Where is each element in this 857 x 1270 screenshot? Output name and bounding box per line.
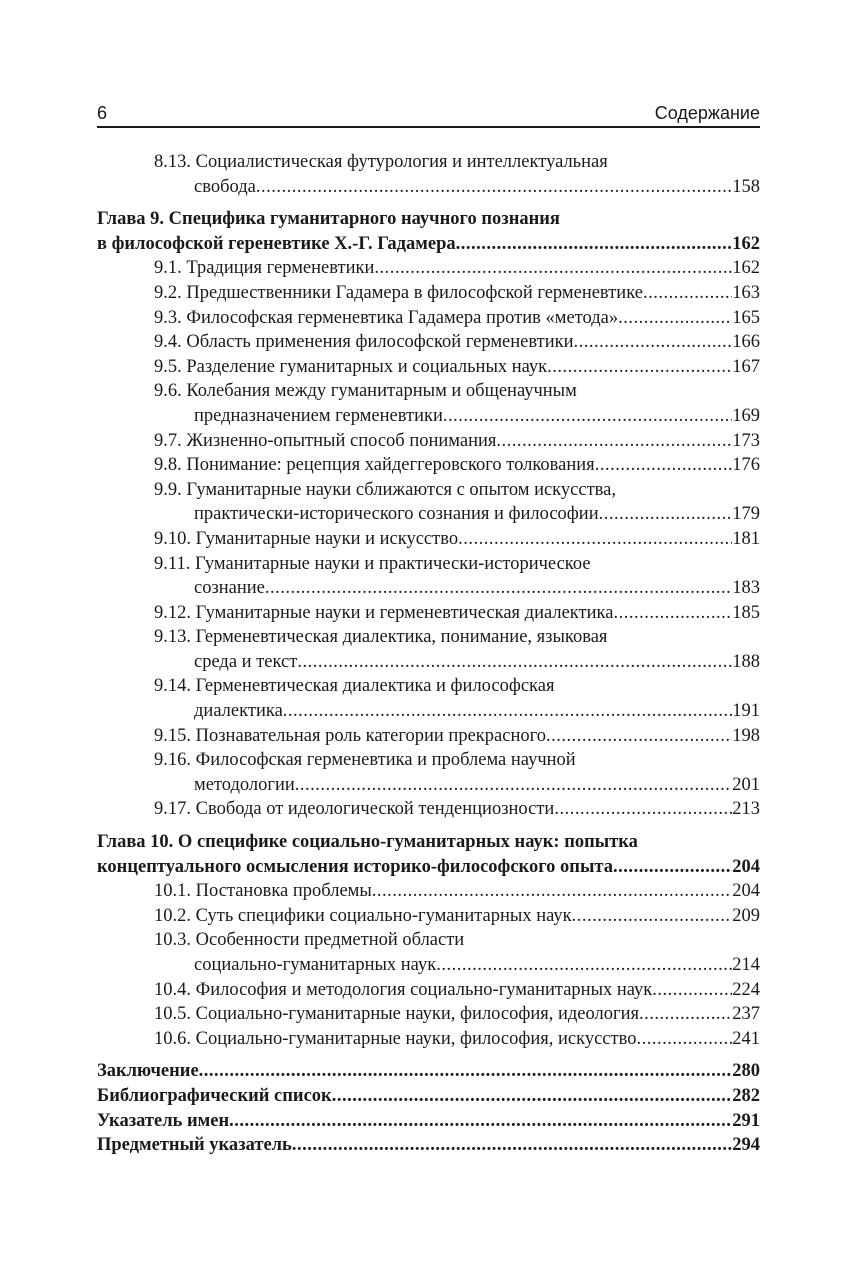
dot-leader bbox=[229, 1109, 732, 1134]
toc-page-number: 179 bbox=[732, 504, 760, 525]
dot-leader bbox=[436, 953, 732, 978]
toc-entry-9-6 bbox=[97, 379, 760, 428]
toc-entry-9-15 bbox=[97, 724, 760, 749]
toc-page-number: 191 bbox=[732, 701, 760, 722]
header-rule bbox=[97, 126, 760, 128]
toc-page-number: 291 bbox=[732, 1110, 760, 1131]
dot-leader bbox=[546, 724, 732, 749]
toc-entry-9-11 bbox=[97, 552, 760, 601]
toc-entry-bibliography bbox=[97, 1084, 760, 1109]
toc-entry-title: 9.8. Понимание: рецепция хайдеггеровского толкования bbox=[154, 455, 595, 476]
toc-page-number: 224 bbox=[732, 979, 760, 1000]
toc-chapter-title-continued: в философской гереневтике Х.-Г. Гадамера bbox=[97, 233, 456, 254]
toc-entry-title: Указатель имен bbox=[97, 1110, 230, 1131]
toc-page-number: 282 bbox=[732, 1085, 760, 1106]
toc-page-number: 173 bbox=[732, 430, 760, 451]
dot-leader bbox=[613, 855, 732, 880]
dot-leader bbox=[574, 330, 733, 355]
dot-leader bbox=[639, 1002, 732, 1027]
toc-entry-title: 9.16. Философская герменевтика и проблема научной bbox=[154, 750, 576, 771]
toc-entry-title: 10.6. Социально-гуманитарные науки, философия, искусство bbox=[154, 1028, 637, 1049]
toc-entry-9-13 bbox=[97, 625, 760, 674]
toc-entry-title-continued: практически-исторического сознания и философии bbox=[194, 504, 599, 525]
dot-leader bbox=[372, 879, 732, 904]
toc-back-matter bbox=[97, 1059, 760, 1157]
toc-entry-9-7 bbox=[97, 429, 760, 454]
toc-entry-leader-line bbox=[97, 855, 760, 880]
toc-entry-title-continued: диалектика bbox=[194, 701, 283, 722]
toc-page-number: 176 bbox=[732, 455, 760, 476]
toc-entry-leader-line bbox=[97, 699, 760, 724]
toc-page-number: 167 bbox=[732, 356, 760, 377]
toc-entry-leader-line bbox=[97, 404, 760, 429]
dot-leader bbox=[618, 306, 732, 331]
toc-page-number: 241 bbox=[732, 1028, 760, 1049]
toc-entry-title-continued: свобода bbox=[194, 176, 256, 197]
dot-leader bbox=[292, 1133, 732, 1158]
toc-chapter-title-continued: концептуального осмысления историко-философского опыта bbox=[97, 856, 613, 877]
toc-entry-title: 9.6. Колебания между гуманитарным и общенаучным bbox=[154, 381, 577, 402]
toc-entry-9-8 bbox=[97, 453, 760, 478]
toc-page-number: 201 bbox=[732, 774, 760, 795]
dot-leader bbox=[295, 773, 732, 798]
toc-entry-title: Предметный указатель bbox=[97, 1135, 292, 1156]
dot-leader bbox=[547, 355, 732, 380]
toc-entry-leader-line bbox=[97, 773, 760, 798]
toc-entry-title-continued: среда и текст bbox=[194, 651, 298, 672]
toc-page-number: 209 bbox=[732, 905, 760, 926]
dot-leader bbox=[297, 650, 732, 675]
toc-page-number: 213 bbox=[732, 799, 760, 820]
toc-entry-title: 8.13. Социалистическая футурология и интеллектуальная bbox=[154, 152, 608, 172]
toc-entry-title: 9.13. Герменевтическая диалектика, понимание, языковая bbox=[154, 627, 608, 648]
dot-leader bbox=[636, 1027, 732, 1052]
toc-entry-9-10 bbox=[97, 527, 760, 552]
toc-chapter-title: Глава 10. О специфике социально-гуманитарных наук: попытка bbox=[97, 832, 638, 853]
toc-entry-title: 10.2. Суть специфики социально-гуманитарных наук bbox=[154, 905, 572, 926]
toc-entry-leader-line bbox=[97, 232, 760, 257]
toc-entry-9-3 bbox=[97, 306, 760, 331]
toc-entry-title-continued: социально-гуманитарных наук bbox=[194, 955, 437, 975]
toc-entry-title: 9.4. Область применения философской герменевтики bbox=[154, 332, 574, 353]
toc-page-number: 183 bbox=[732, 578, 760, 599]
toc-entry-leader-line bbox=[97, 953, 760, 978]
toc-chapter-10 bbox=[97, 830, 760, 879]
toc-chapter-9 bbox=[97, 207, 760, 256]
toc-entry-title: 10.4. Философия и методология социально-гуманитарных наук bbox=[154, 979, 653, 1000]
dot-leader bbox=[456, 232, 733, 257]
toc-entry-9-4 bbox=[97, 330, 760, 355]
toc-entry-leader-line bbox=[97, 650, 760, 675]
toc-page-number: 162 bbox=[732, 233, 760, 254]
toc-entry-leader-line bbox=[97, 502, 760, 527]
toc-page-number: 204 bbox=[732, 881, 760, 902]
toc-entry-title: 9.5. Разделение гуманитарных и социальных наук bbox=[154, 356, 548, 377]
toc-page-number: 166 bbox=[732, 332, 760, 353]
toc-entry-title: 10.5. Социально-гуманитарные науки, философия, идеология bbox=[154, 1004, 640, 1025]
toc-entry-title: 9.10. Гуманитарные науки и искусство bbox=[154, 528, 459, 549]
toc-page-number: 165 bbox=[732, 307, 760, 328]
toc-entry-title: 9.17. Свобода от идеологической тенденциозности bbox=[154, 799, 555, 820]
toc-page-number: 204 bbox=[732, 856, 760, 877]
toc-page-number: 181 bbox=[732, 528, 760, 549]
toc-entry-title: 9.1. Традиция герменевтики bbox=[154, 258, 375, 279]
toc-entry-title: 9.3. Философская герменевтика Гадамера против «метода» bbox=[154, 307, 619, 328]
toc-entry-9-2 bbox=[97, 281, 760, 306]
dot-leader bbox=[332, 1084, 733, 1109]
toc-entry-9-9 bbox=[97, 478, 760, 527]
toc-entry-title-continued: сознание bbox=[194, 578, 265, 599]
toc-entry-8-13 bbox=[97, 150, 760, 199]
toc-entry-subject-index bbox=[97, 1133, 760, 1158]
dot-leader bbox=[283, 699, 732, 724]
toc-page-number: 158 bbox=[732, 176, 760, 197]
dot-leader bbox=[256, 175, 732, 200]
running-title: Содержание bbox=[654, 103, 760, 123]
dot-leader bbox=[599, 502, 733, 527]
toc-entry-title: 9.14. Герменевтическая диалектика и философская bbox=[154, 676, 555, 697]
toc-entry-title: 10.1. Постановка проблемы bbox=[154, 881, 372, 902]
dot-leader bbox=[652, 978, 732, 1003]
toc-entry-title: 9.15. Познавательная роль категории прекрасного bbox=[154, 725, 546, 746]
toc-entry-title-continued: предназначением герменевтики bbox=[194, 405, 443, 426]
toc-entry-9-12 bbox=[97, 601, 760, 626]
toc-entry-9-5 bbox=[97, 355, 760, 380]
dot-leader bbox=[572, 904, 733, 929]
toc-entry-leader-line bbox=[97, 576, 760, 601]
dot-leader bbox=[458, 527, 732, 552]
toc-entry-9-17 bbox=[97, 797, 760, 822]
toc-page-number: 294 bbox=[732, 1135, 760, 1156]
toc-entry-title: 9.11. Гуманитарные науки и практически-историческое bbox=[154, 553, 591, 574]
toc-entry-conclusion bbox=[97, 1059, 760, 1084]
dot-leader bbox=[374, 256, 732, 281]
toc-entry-title-continued: методологии bbox=[194, 774, 295, 795]
toc-entry-9-1 bbox=[97, 256, 760, 281]
toc-page-number: 185 bbox=[732, 602, 760, 623]
toc-page-number: 237 bbox=[732, 1004, 760, 1025]
toc-page-number: 198 bbox=[732, 725, 760, 746]
dot-leader bbox=[643, 281, 732, 306]
dot-leader bbox=[595, 453, 733, 478]
page-number: 6 bbox=[97, 103, 108, 123]
toc-entry-name-index bbox=[97, 1109, 760, 1134]
toc-page-number: 280 bbox=[732, 1061, 760, 1082]
toc-entry-title: Библиографический список bbox=[97, 1085, 332, 1106]
dot-leader bbox=[613, 601, 732, 626]
table-of-contents bbox=[97, 150, 760, 1158]
toc-page-number: 188 bbox=[732, 651, 760, 672]
toc-entry-title: 9.2. Предшественники Гадамера в философской герменевтике bbox=[154, 282, 643, 303]
toc-entry-title: 9.7. Жизненно-опытный способ понимания bbox=[154, 430, 497, 451]
running-header bbox=[97, 102, 760, 126]
toc-entry-10-6 bbox=[97, 1027, 760, 1052]
toc-entry-leader-line bbox=[97, 175, 760, 200]
toc-chapter-title: Глава 9. Специфика гуманитарного научного познания bbox=[97, 209, 560, 230]
toc-entry-10-3 bbox=[97, 928, 760, 977]
toc-page-number: 169 bbox=[732, 405, 760, 426]
toc-entry-9-16 bbox=[97, 748, 760, 797]
toc-page-number: 214 bbox=[732, 955, 760, 975]
toc-entry-title: 10.3. Особенности предметной области bbox=[154, 930, 465, 951]
toc-entry-title: 9.9. Гуманитарные науки сближаются с опытом искусства, bbox=[154, 479, 616, 500]
toc-page-number: 162 bbox=[732, 258, 760, 279]
toc-entry-title: Заключение bbox=[97, 1061, 199, 1082]
dot-leader bbox=[496, 429, 732, 454]
toc-entry-9-14 bbox=[97, 674, 760, 723]
dot-leader bbox=[443, 404, 732, 429]
toc-entry-10-5 bbox=[97, 1002, 760, 1027]
dot-leader bbox=[265, 576, 732, 601]
dot-leader bbox=[554, 797, 732, 822]
dot-leader bbox=[199, 1059, 733, 1084]
toc-entry-10-2 bbox=[97, 904, 760, 929]
toc-entry-10-1 bbox=[97, 879, 760, 904]
toc-page-number: 163 bbox=[732, 282, 760, 303]
toc-entry-10-4 bbox=[97, 978, 760, 1003]
toc-entry-title: 9.12. Гуманитарные науки и герменевтическая диалектика bbox=[154, 602, 614, 623]
